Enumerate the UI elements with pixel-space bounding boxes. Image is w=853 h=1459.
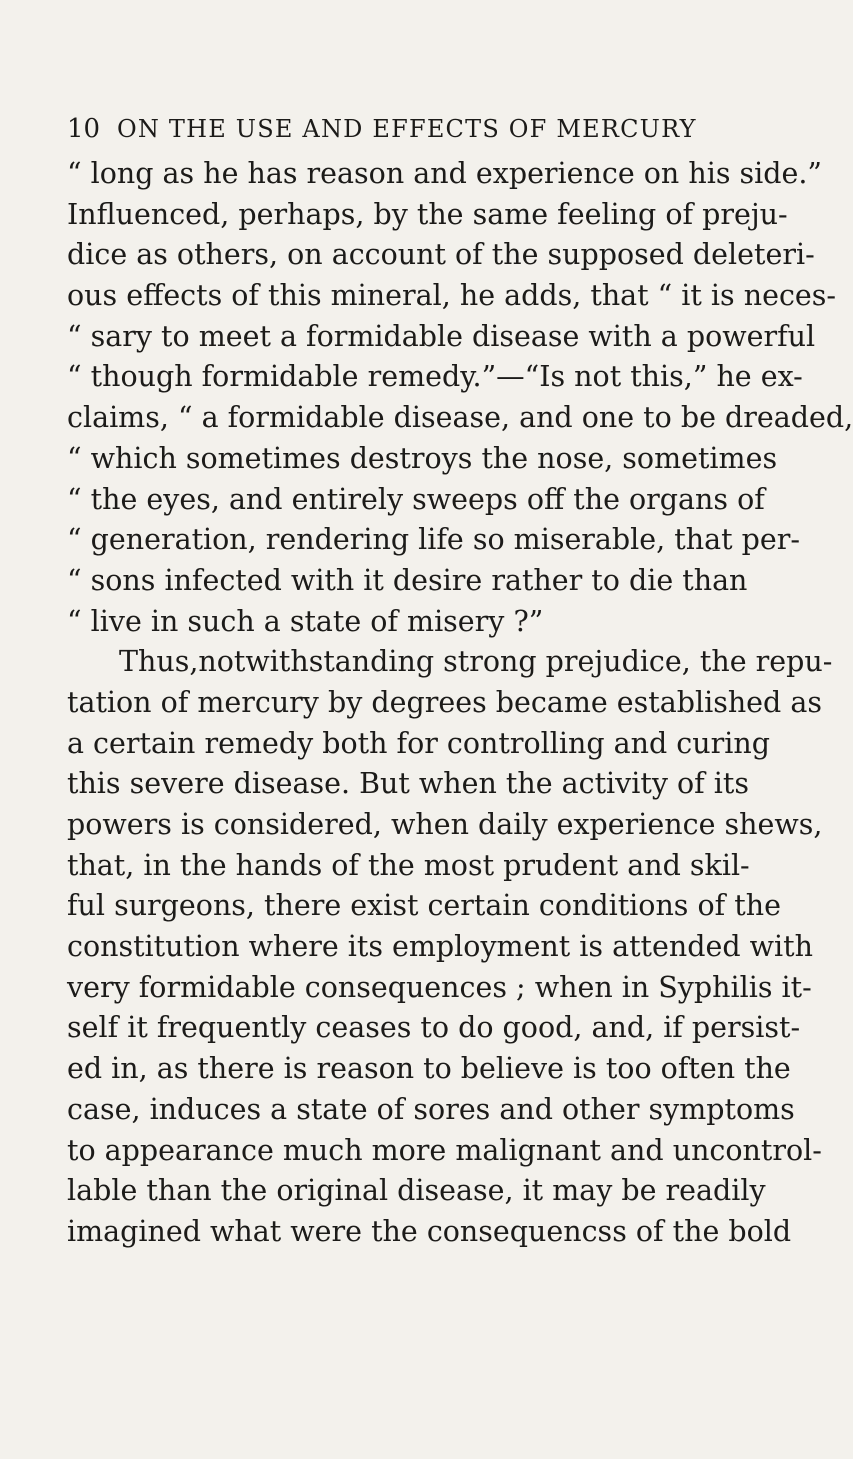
text-line: self it frequently ceases to do good, and, if persist- <box>67 1011 801 1045</box>
text-line: “ sons infected with it desire rather to die than <box>67 563 748 597</box>
text-line: case, induces a state of sores and other symptoms <box>67 1092 795 1126</box>
text-line: “ long as he has reason and experience on his side.” <box>67 157 822 190</box>
text-line: Influenced, perhaps, by the same feeling of preju- <box>67 197 788 231</box>
running-head <box>67 112 747 146</box>
text-line: “ sary to meet a formidable disease with a powerful <box>67 319 816 353</box>
text-line: “ which sometimes destroys the nose, sometimes <box>67 441 778 475</box>
text-line: a certain remedy both for controlling and curing <box>67 726 770 760</box>
text-line: tation of mercury by degrees became established as <box>67 685 822 719</box>
text-line: Thus,notwithstanding strong prejudice, the repu- <box>119 645 833 679</box>
text-line: claims, “ a formidable disease, and one to be dreaded, <box>67 401 853 435</box>
text-line: “ generation, rendering life so miserable, that per- <box>67 523 800 557</box>
text-line: “ though formidable remedy.”—“Is not this,” he ex- <box>67 360 803 394</box>
running-title: ON THE USE AND EFFECTS OF MERCURY <box>117 115 697 143</box>
text-line: to appearance much more malignant and uncontrol- <box>67 1133 822 1167</box>
page-number: 10 <box>67 114 101 144</box>
text-line: ful surgeons, there exist certain conditions of the <box>67 889 781 923</box>
text-line: powers is considered, when daily experience shews, <box>67 808 823 841</box>
text-line: “ the eyes, and entirely sweeps off the organs of <box>67 482 765 516</box>
body-text <box>67 154 853 1253</box>
text-line: dice as others, on account of the supposed deleteri- <box>67 238 815 272</box>
text-line: this severe disease. But when the activity of its <box>67 767 749 801</box>
text-line: lable than the original disease, it may be readily <box>67 1174 766 1208</box>
text-line: ed in, as there is reason to believe is too often the <box>67 1052 791 1086</box>
text-line: very formidable consequences ; when in Syphilis it- <box>67 970 812 1004</box>
text-line: that, in the hands of the most prudent and skil- <box>67 848 750 882</box>
text-line: constitution where its employment is attended with <box>67 930 813 964</box>
text-line: imagined what were the consequencss of the bold <box>67 1214 792 1248</box>
text-line: ous effects of this mineral, he adds, that “ it is neces- <box>67 279 837 313</box>
text-line: “ live in such a state of misery ?” <box>67 604 544 638</box>
